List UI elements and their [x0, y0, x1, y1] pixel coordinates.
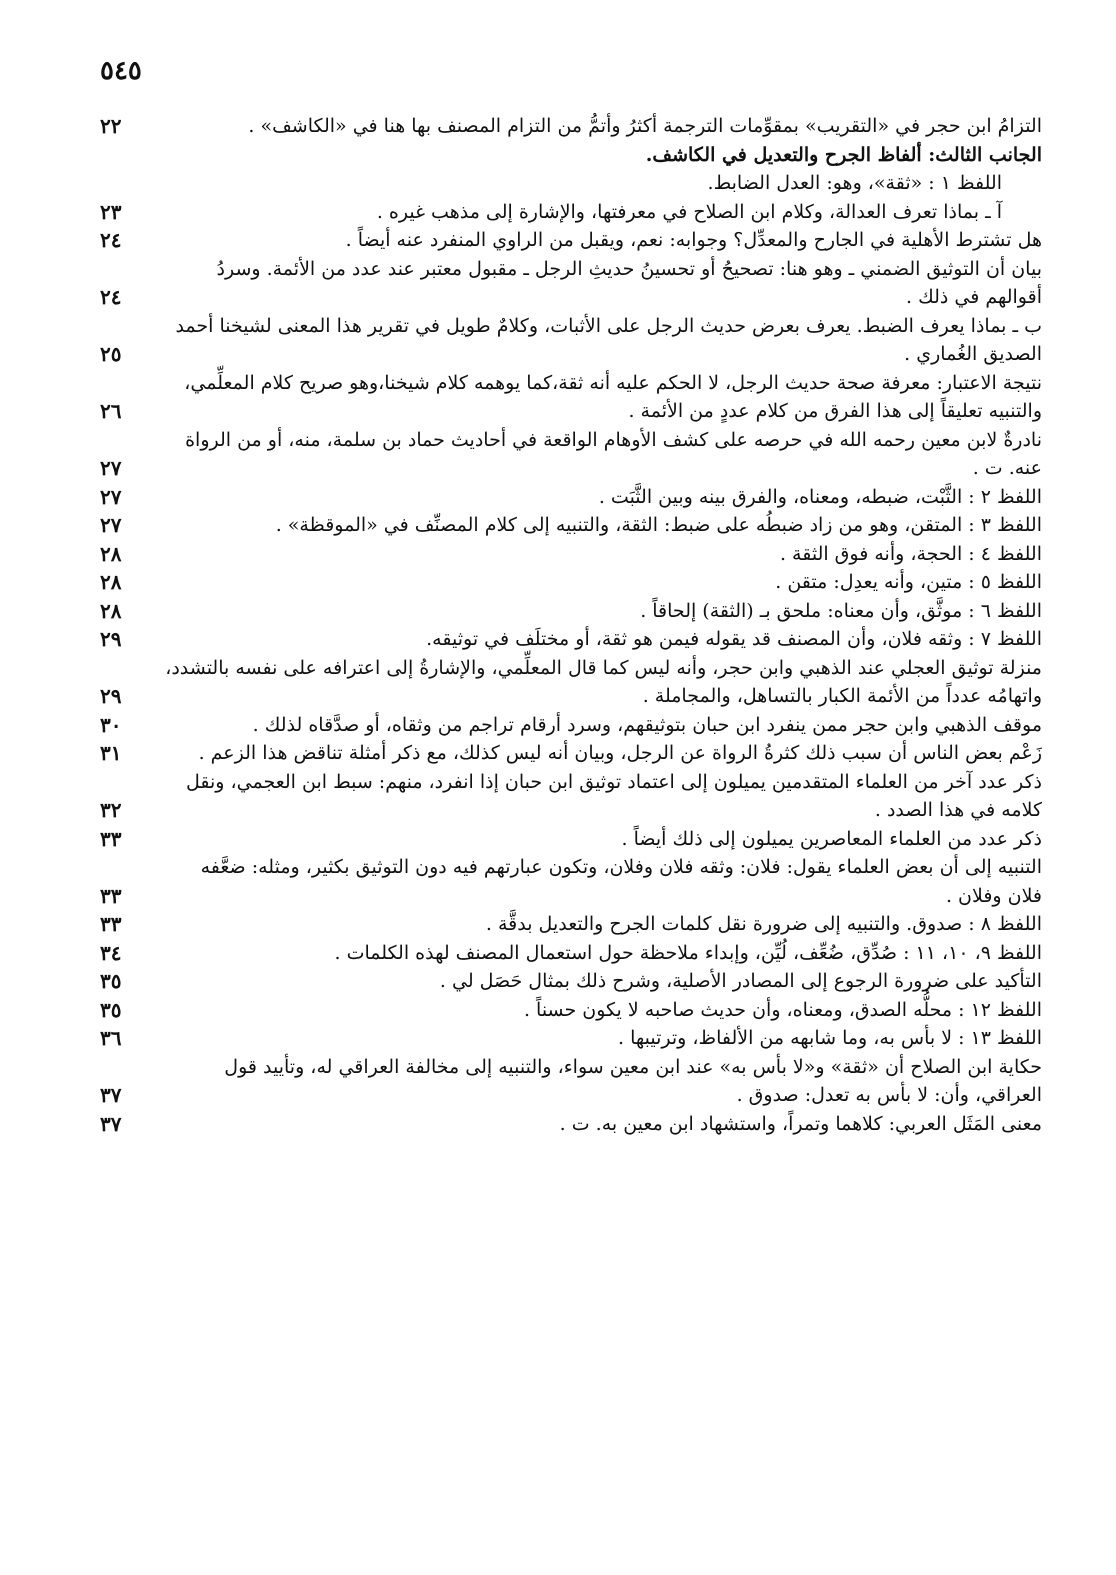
toc-entry: [100, 825, 1042, 854]
toc-entry-text: التنبيه إلى أن بعض العلماء يقول: فلان: وثقه فلان وفلان، وتكون عبارتهم فيه دون التوثيق بكثير، ومثله: ضعَّفه فلان وفلان .: [200, 856, 1042, 907]
toc-entry-text: بيان أن التوثيق الضمني ـ وهو هنا: تصحيحُ أو تحسينُ حديثِ الرجل ـ مقبول معتبر عند عدد من الأئمة. وسردُ أقوالهم في ذلك .: [216, 257, 1042, 308]
toc-entry-page-number: ٣٤: [100, 940, 122, 965]
toc-entry-text: ذكر عدد آخر من العلماء المتقدمين يميلون إلى اعتماد توثيق ابن حبان إذا انفرد، منهم: سبط ابن العجمي، ونقل كلامه في هذا الصدد .: [186, 770, 1042, 821]
toc-entry: [100, 768, 1042, 825]
toc-entry-text: نتيجة الاعتبار: معرفة صحة حديث الرجل، لا الحكم عليه أنه ثقة،كما يوهمه كلام شيخنا،وهو صريح كلام المعلِّمي، والتنبيه تعليقاً إلى هذا الفرق من كلام عددٍ من الأئمة .: [184, 371, 1042, 422]
toc-entry-page-number: ٢٣: [100, 199, 122, 224]
toc-entry-text: التأكيد على ضرورة الرجوع إلى المصادر الأصلية، وشرح ذلك بمثال حَصَل لي .: [439, 970, 1042, 992]
toc-entry-page-number: ٢٤: [100, 285, 122, 309]
toc-entry: [100, 511, 1042, 540]
toc-entry-page-number: ٣٢: [100, 798, 122, 822]
toc-entry-page-number: ٢٤: [100, 228, 122, 252]
table-of-contents: [100, 112, 1042, 1138]
toc-entry: [100, 312, 1042, 369]
toc-entry-text: اللفظ ٤ : الحجة، وأنه فوق الثقة .: [779, 542, 1042, 565]
toc-entry-page-number: ٢٨: [100, 541, 122, 566]
toc-entry-text: اللفظ ١٢ : محلُّه الصدق، ومعناه، وأن حديث صاحبه لا يكون حسناً .: [523, 998, 1042, 1021]
toc-entry: [100, 1024, 1042, 1053]
toc-entry-text: معنى المَثَل العربي: كلاهما وتمراً، واستشهاد ابن معين به. ت .: [559, 1112, 1042, 1135]
toc-entry-text: نادرةٌ لابن معين رحمه الله في حرصه على كشف الأوهام الواقعة في أحاديث حماد بن سلمة، منه، أو من الرواة عنه. ت .: [185, 428, 1042, 479]
toc-entry-text: حكاية ابن الصلاح أن «ثقة» و«لا بأس به» عند ابن معين سواء، والتنبيه إلى مخالفة العراقي له، وتأييد قول العراقي، وأن: لا بأس به تعدل: صدوق .: [224, 1055, 1042, 1106]
toc-entry: [100, 1053, 1042, 1110]
toc-entry-text: اللفظ ٩، ١٠، ١١ : صُدِّق، ضُعِّف، لُيِّن، وإبداء ملاحظة حول استعمال المصنف لهذه الكلمات .: [334, 941, 1042, 964]
toc-entry-page-number: ٢٧: [100, 513, 122, 537]
toc-entry: [100, 426, 1042, 483]
toc-entry-page-number: ٢٢: [100, 114, 122, 138]
toc-entry-text: اللفظ ٦ : موثَّق، وأن معناه: ملحق بـ (الثقة) إلحاقاً .: [640, 599, 1042, 622]
toc-entry-page-number: ٢٥: [100, 342, 122, 366]
toc-entry-page-number: ٣٣: [100, 826, 122, 851]
toc-entry-text: اللفظ ١٣ : لا بأس به، وما شابهه من الألفاظ، وترتيبها .: [618, 1027, 1042, 1049]
toc-entry-page-number: ٣٧: [100, 1111, 122, 1136]
toc-entry: [100, 369, 1042, 426]
toc-entry: [100, 625, 1042, 654]
toc-entry-page-number: ٢٩: [100, 627, 122, 651]
toc-entry-text: اللفظ ١ : «ثقة»، وهو: العدل الضابط.: [707, 172, 1002, 194]
toc-entry: [100, 198, 1042, 227]
toc-entry-page-number: ٢٦: [100, 399, 122, 423]
toc-entry-page-number: ٢٨: [100, 598, 122, 623]
toc-entry-text: اللفظ ٨ : صدوق. والتنبيه إلى ضرورة نقل كلمات الجرح والتعديل بدقَّة .: [485, 913, 1042, 935]
toc-entry-text: اللفظ ٧ : وثقه فلان، وأن المصنف قد يقوله فيمن هو ثقة، أو مختلَف في توثيقه.: [426, 628, 1042, 650]
toc-entry-text: اللفظ ٥ : متين، وأنه يعدِل: متقن .: [775, 571, 1042, 593]
toc-entry-page-number: ٢٨: [100, 570, 122, 594]
toc-entry: [100, 910, 1042, 939]
toc-entry-page-number: ٣٣: [100, 912, 122, 936]
toc-entry-page-number: ٢٩: [100, 684, 122, 708]
toc-entry-text: ذكر عدد من العلماء المعاصرين يميلون إلى ذلك أيضاً .: [621, 827, 1042, 850]
toc-entry: [100, 967, 1042, 996]
toc-entry: [100, 711, 1042, 740]
toc-entry: [100, 654, 1042, 711]
toc-entry: [100, 739, 1042, 768]
toc-entry-page-number: ٣٧: [100, 1083, 122, 1107]
toc-entry: [100, 939, 1042, 968]
toc-entry: [100, 169, 1042, 198]
toc-entry: [100, 255, 1042, 312]
toc-entry-text: آ ـ بماذا تعرف العدالة، وكلام ابن الصلاح في معرفتها، والإشارة إلى مذهب غيره .: [376, 200, 1002, 223]
toc-entry-text: هل تشترط الأهلية في الجارح والمعدِّل؟ وجوابه: نعم، ويقبل من الراوي المنفرد عنه أيضاً .: [345, 229, 1042, 251]
toc-entry-page-number: ٣٥: [100, 969, 122, 993]
toc-entry-text: موقف الذهبي وابن حجر ممن ينفرد ابن حبان بتوثيقهم، وسرد أرقام تراجم من وثقاه، أو صدَّقاه لذلك .: [252, 713, 1042, 736]
toc-entry-text: اللفظ ٢ : الثَّبْت، ضبطه، ومعناه، والفرق بينه وبين الثَّبَت .: [598, 485, 1042, 508]
toc-entry-page-number: ٣٦: [100, 1026, 122, 1050]
toc-entry-page-number: ٢٧: [100, 456, 122, 480]
toc-entry-page-number: ٣٠: [100, 712, 122, 737]
toc-entry: [100, 853, 1042, 910]
page-number: ٥٤٥: [100, 56, 142, 86]
toc-entry-text: الجانب الثالث: ألفاظ الجرح والتعديل في الكاشف.: [645, 143, 1042, 166]
toc-entry-text: زَعْم بعض الناس أن سبب ذلك كثرةُ الرواة عن الرجل، وبيان أنه ليس كذلك، مع ذكر أمثلة تناقض هذا الزعم .: [198, 742, 1042, 764]
toc-entry: [100, 483, 1042, 512]
toc-entry: [100, 568, 1042, 597]
toc-entry-page-number: ٣٥: [100, 997, 122, 1022]
toc-entry: [100, 996, 1042, 1025]
toc-entry-page-number: ٣٣: [100, 883, 122, 908]
toc-entry: [100, 141, 1042, 170]
toc-entry-page-number: ٢٧: [100, 484, 122, 509]
toc-entry: [100, 226, 1042, 255]
toc-entry: [100, 597, 1042, 626]
toc-entry-text: ب ـ بماذا يعرف الضبط. يعرف بعرض حديث الرجل على الأثبات، وكلامٌ طويل في تقرير هذا المعنى لشيخنا أحمد الصديق الغُماري .: [175, 314, 1042, 365]
toc-entry: [100, 1110, 1042, 1139]
toc-entry-text: اللفظ ٣ : المتقن، وهو من زاد ضبطُه على ضبط: الثقة، والتنبيه إلى كلام المصنِّف في «الموقظة» .: [275, 514, 1042, 536]
toc-entry-text: التزامُ ابن حجر في «التقريب» بمقوِّمات الترجمة أكثرُ وأتمُّ من التزام المصنف بها هنا في «الكاشف» .: [248, 115, 1042, 137]
toc-entry-page-number: ٣١: [100, 741, 122, 765]
toc-entry-text: منزلة توثيق العجلي عند الذهبي وابن حجر، وأنه ليس كما قال المعلِّمي، والإشارةُ إلى اعترافه على نفسه بالتشدد، واتهامُه عدداً من الأئمة الكبار بالتساهل، والمجاملة .: [165, 656, 1042, 707]
toc-entry: [100, 112, 1042, 141]
toc-entry: [100, 540, 1042, 569]
